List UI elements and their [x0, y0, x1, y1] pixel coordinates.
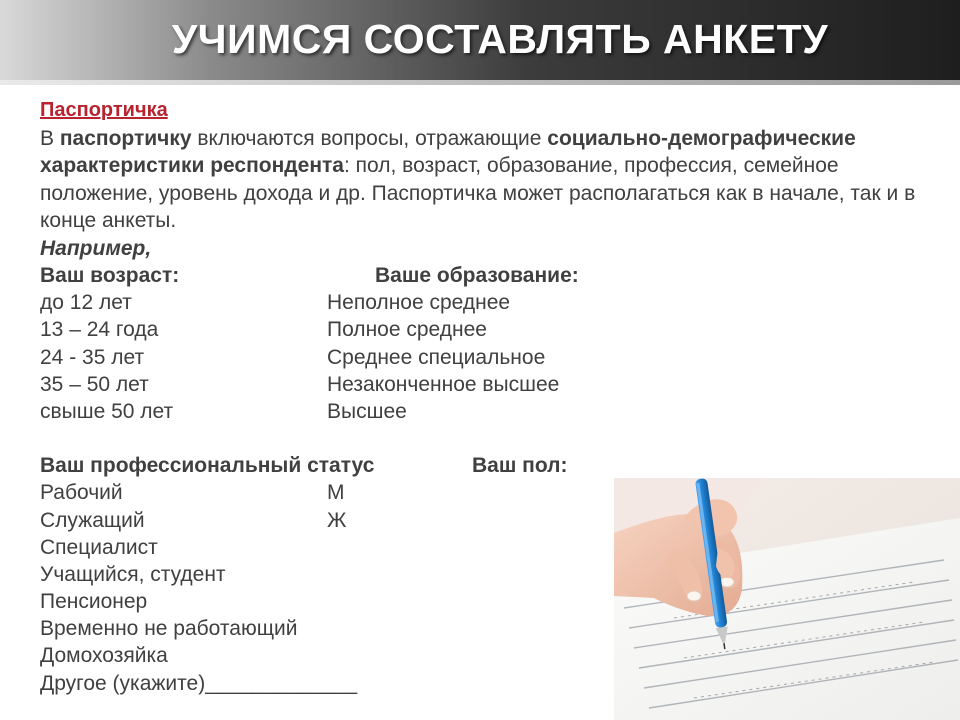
example-label: Например,: [40, 236, 152, 260]
gender-question-label: Ваш пол:: [472, 454, 568, 478]
status-option: Учащийся, студент: [40, 562, 226, 586]
education-option: Полное среднее: [327, 318, 487, 342]
intro-text-3: : пол, возраст, образование, профессия, семейное положение, уровень дохода и др. Паспортичка может располагаться как в начале, так и в конце анкеты.: [40, 154, 916, 232]
age-option: 13 – 24 года: [40, 318, 159, 342]
age-option: свыше 50 лет: [40, 399, 174, 423]
age-option: до 12 лет: [40, 291, 132, 315]
option-row: [40, 371, 930, 398]
age-option: 35 – 50 лет: [40, 372, 149, 396]
education-option: Незаконченное высшее: [327, 372, 560, 396]
section-heading: Паспортичка: [40, 99, 168, 121]
gender-option: М: [327, 481, 345, 505]
spacer: [40, 425, 930, 452]
education-option: Среднее специальное: [327, 345, 546, 369]
gender-option: Ж: [327, 508, 347, 532]
education-question-label: Ваше образование:: [375, 264, 579, 287]
status-option: Другое (укажите)_____________: [40, 671, 358, 695]
status-option: Временно не работающий: [40, 617, 298, 641]
intro-bold-2: социально-демографические характеристики респондента: [40, 126, 856, 177]
option-row: [40, 398, 930, 425]
age-question-label: Ваш возраст:: [40, 264, 180, 287]
hand-writing-with-pen-photo: [614, 478, 960, 720]
intro-text-1: В: [40, 126, 60, 150]
option-row: [40, 316, 930, 343]
status-option: Домохозяйка: [40, 644, 168, 668]
status-option: Служащий: [40, 508, 145, 532]
intro-paragraph: [40, 125, 930, 235]
intro-text-2: включаются вопросы, отражающие: [191, 126, 548, 150]
status-option: Специалист: [40, 535, 158, 559]
education-option: Неполное среднее: [327, 291, 511, 315]
education-option: Высшее: [327, 399, 407, 423]
intro-bold-1: паспортичку: [59, 126, 192, 150]
age-option: 24 - 35 лет: [40, 345, 145, 369]
title-underline: [0, 80, 960, 85]
status-option: Рабочий: [40, 481, 123, 505]
status-question-label: Ваш профессиональный статус: [40, 454, 375, 478]
slide-title: УЧИМСЯ СОСТАВЛЯТЬ АНКЕТУ: [171, 16, 829, 62]
question-header-row: [40, 452, 930, 479]
option-row: [40, 289, 930, 316]
status-option: Пенсионер: [40, 590, 148, 614]
question-header-row: [40, 262, 930, 289]
option-row: [40, 344, 930, 371]
